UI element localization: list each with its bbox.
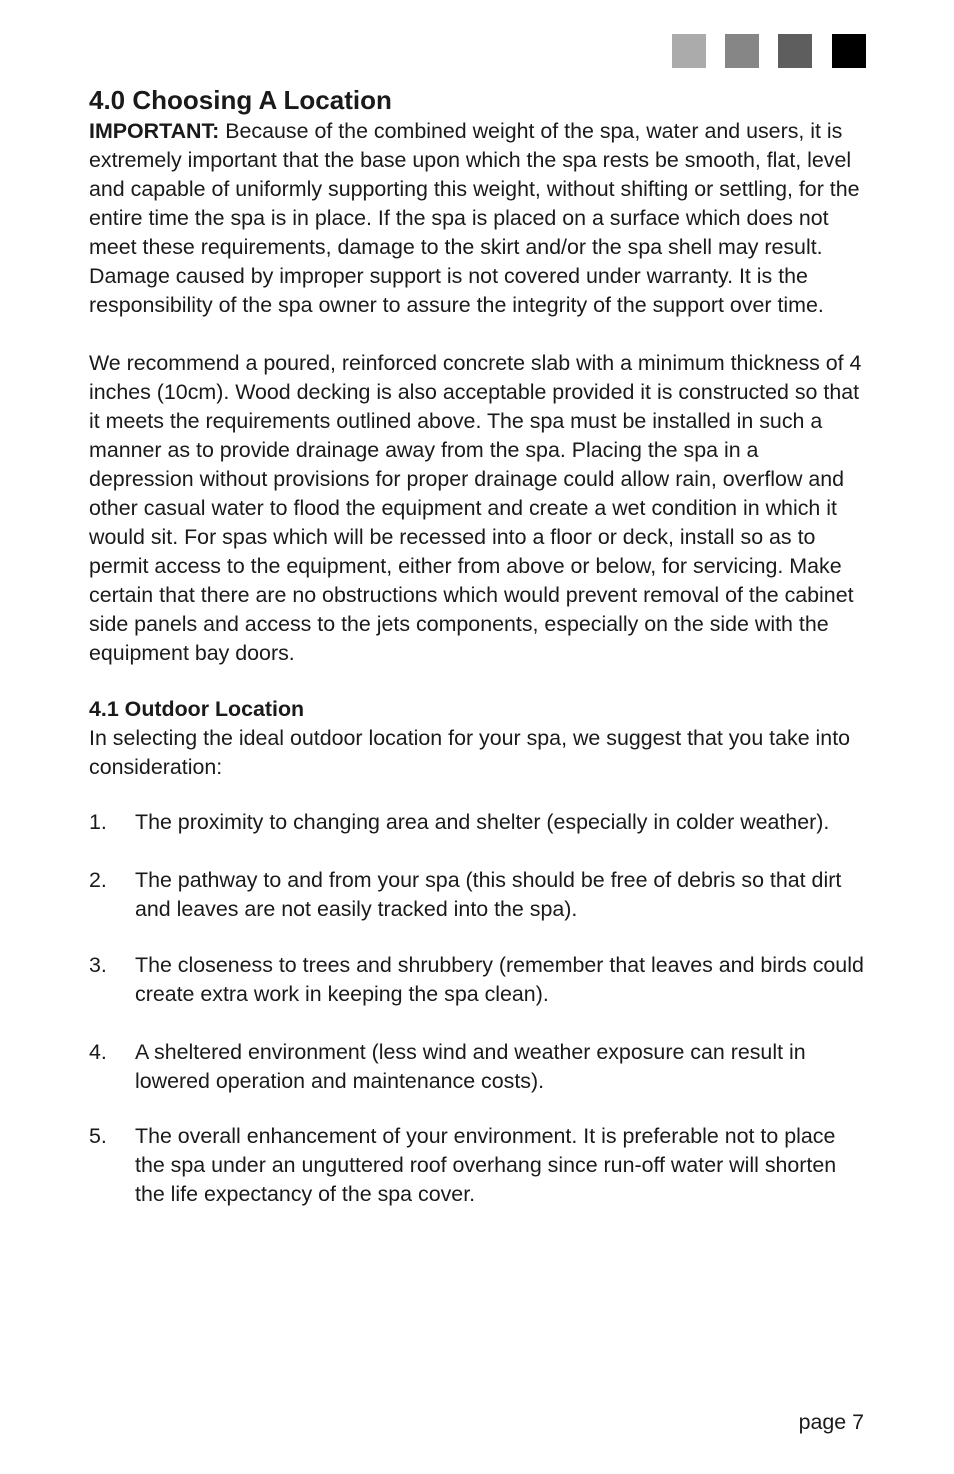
page-number: page 7 — [798, 1410, 864, 1434]
recommend-paragraph: We recommend a poured, reinforced concrete slab with a minimum thickness of 4 inches (10cm). Wood decking is also acceptable provided it is constructed so that it meets the requirements outlined above. The spa must be installed in such a manner as to provide drainage away from the spa. Placing the spa in a depression without provisions for proper drainage could allow rain, overflow and other casual water to flood the equipment and create a wet condition in which it would sit. For spas which will be recessed into a floor or deck, install so as to permit access to the equipment, either from above or below, for servicing. Make certain that there are no obstructions which would prevent removal of the cabinet side panels and access to the jets components, especially on the side with the equipment bay doors. — [89, 351, 862, 665]
page-content — [89, 83, 879, 1209]
list-item-number: 4. — [89, 1040, 107, 1064]
list-item — [89, 808, 864, 837]
section-title: 4.0 Choosing A Location — [89, 85, 392, 115]
important-text: Because of the combined weight of the spa, water and users, it is extremely important that the base upon which the spa rests be smooth, flat, level and capable of uniformly supporting this weight, without shifting or settling, for the entire time the spa is in place. If the spa is placed on a surface which does not meet these requirements, damage to the skirt and/or the spa shell may result. Damage caused by improper support is not covered under warranty. It is the responsibility of the spa owner to assure the integrity of the support over time. — [89, 119, 860, 317]
subsection-intro: In selecting the ideal outdoor location for your spa, we suggest that you take into consideration: — [89, 726, 851, 779]
color-tab-light — [672, 34, 706, 68]
list-item-text: The proximity to changing area and shelter (especially in colder weather). — [135, 810, 830, 834]
list-item-number: 2. — [89, 868, 107, 892]
list-item-text: A sheltered environment (less wind and weather exposure can result in lowered operation and maintenance costs). — [135, 1040, 806, 1093]
consideration-list — [89, 808, 864, 1209]
list-item — [89, 866, 864, 924]
list-item-text: The overall enhancement of your environment. It is preferable not to place the spa under an unguttered roof overhang since run-off water will shorten the life expectancy of the spa cover. — [135, 1124, 837, 1206]
important-paragraph — [89, 117, 874, 320]
list-item-number: 1. — [89, 810, 107, 834]
list-item-text: The pathway to and from your spa (this should be free of debris so that dirt and leaves are not easily tracked into the spa). — [135, 868, 842, 921]
list-item — [89, 1038, 864, 1096]
list-item-text: The closeness to trees and shrubbery (remember that leaves and birds could create extra work in keeping the spa clean). — [135, 953, 864, 1006]
list-item-number: 5. — [89, 1124, 107, 1148]
list-item-number: 3. — [89, 953, 107, 977]
color-tab-black — [832, 34, 866, 68]
color-tab-medium — [725, 34, 759, 68]
important-label: IMPORTANT: — [89, 119, 220, 143]
color-tab-dark — [778, 34, 812, 68]
list-item — [89, 1122, 864, 1209]
list-item — [89, 951, 864, 1009]
subsection-title: 4.1 Outdoor Location — [89, 697, 305, 721]
